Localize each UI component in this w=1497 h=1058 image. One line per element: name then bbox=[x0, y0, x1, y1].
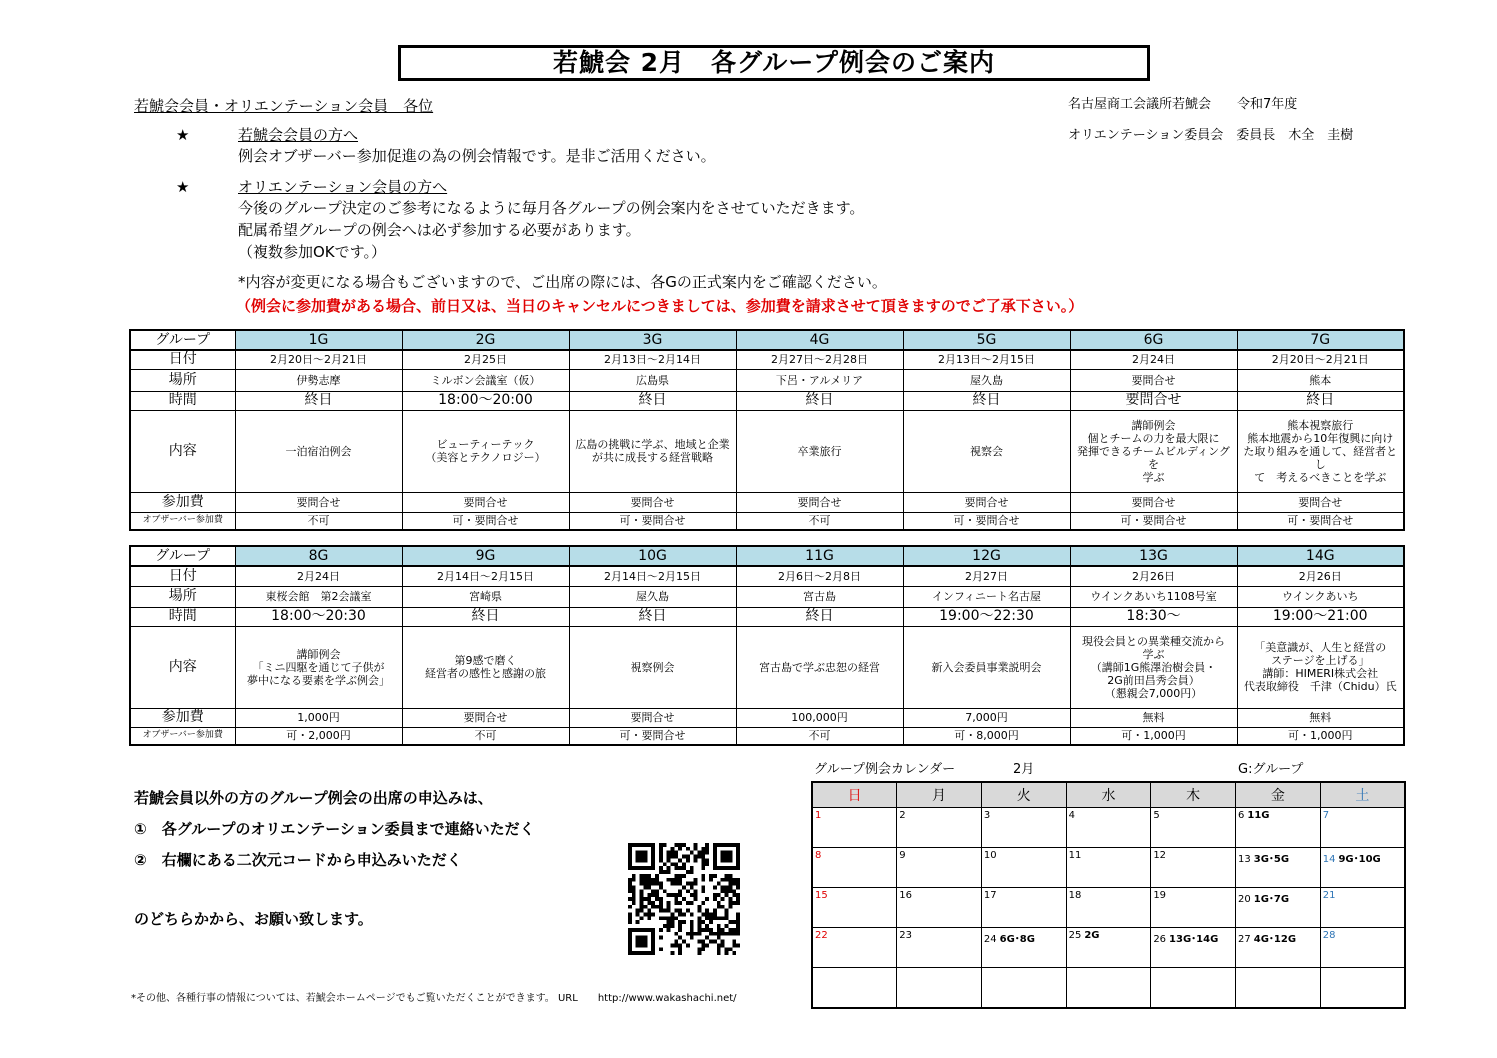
star-icon: ★ bbox=[176, 178, 190, 196]
calendar-day bbox=[897, 968, 982, 1008]
row-label-content: 内容 bbox=[130, 410, 235, 492]
application-line-2: ① 各グループのオリエンテーション委員まで連絡いただく bbox=[134, 820, 535, 838]
cell-date: 2月24日 bbox=[1070, 350, 1237, 369]
calendar-weekday: 水 bbox=[1066, 782, 1151, 808]
calendar-weekday: 日 bbox=[812, 782, 897, 808]
calendar-day-number: 21 bbox=[1322, 890, 1336, 901]
calendar-day bbox=[812, 808, 897, 848]
row-date bbox=[130, 566, 1404, 586]
cell-time: 要問合せ bbox=[1070, 391, 1237, 410]
cell-fee: 要問合せ bbox=[569, 492, 736, 512]
cell-place: ウインクあいち1108号室 bbox=[1070, 586, 1237, 607]
calendar-day-number: 26 bbox=[1153, 934, 1167, 945]
cell-fee: 要問合せ bbox=[402, 492, 569, 512]
calendar-day-number: 27 bbox=[1238, 934, 1251, 945]
star-icon: ★ bbox=[176, 126, 190, 144]
cell-observer: 可・8,000円 bbox=[903, 727, 1070, 745]
cell-group: 9G bbox=[402, 546, 569, 566]
row-label-group: グループ bbox=[130, 330, 235, 350]
cell-content: 現役会員との異業種交流から 学ぶ （講師1G熊澤治樹会員・ 2G前田昌秀会員） （懇親会7,000円） bbox=[1070, 626, 1237, 708]
cell-time: 18:00～20:30 bbox=[235, 607, 402, 626]
cell-group: 1G bbox=[235, 330, 402, 350]
notice-orientation-line-3: （複数参加OKです。） bbox=[238, 243, 386, 261]
calendar-week bbox=[812, 848, 1405, 888]
cell-time: 18:30～ bbox=[1070, 607, 1237, 626]
calendar-day bbox=[1320, 848, 1405, 888]
calendar-day bbox=[1151, 888, 1236, 928]
cell-observer: 可・要問合せ bbox=[569, 727, 736, 745]
calendar-day-number: 19 bbox=[1153, 890, 1167, 901]
cell-place: 要問合せ bbox=[1070, 369, 1237, 391]
row-date bbox=[130, 350, 1404, 369]
calendar-day bbox=[1320, 968, 1405, 1008]
calendar-day bbox=[1236, 928, 1321, 968]
calendar-day bbox=[1066, 968, 1151, 1008]
cell-content: 広島の挑戦に学ぶ、地域と企業 が共に成長する経営戦略 bbox=[569, 410, 736, 492]
cell-fee: 無料 bbox=[1237, 708, 1404, 727]
calendar-day bbox=[1236, 968, 1321, 1008]
cell-date: 2月24日 bbox=[235, 566, 402, 586]
cell-date: 2月20日～2月21日 bbox=[1237, 350, 1404, 369]
calendar-day bbox=[1066, 848, 1151, 888]
row-label-observer_fee: オブザーバー参加費 bbox=[130, 512, 235, 530]
calendar-weekday: 火 bbox=[981, 782, 1066, 808]
schedule-table-2 bbox=[129, 545, 1405, 746]
cell-observer: 不可 bbox=[736, 727, 903, 745]
cell-observer: 可・要問合せ bbox=[1070, 512, 1237, 530]
cell-group: 2G bbox=[402, 330, 569, 350]
row-label-place: 場所 bbox=[130, 369, 235, 391]
cell-content: 講師例会 個とチームの力を最大限に 発揮できるチームビルディングを 学ぶ bbox=[1070, 410, 1237, 492]
cell-content: 熊本視察旅行 熊本地震から10年復興に向け た取り組みを通して、経営者とし て 考えるべきことを学ぶ bbox=[1237, 410, 1404, 492]
cell-observer: 可・要問合せ bbox=[903, 512, 1070, 530]
application-line-4: のどちらかから、お願い致します。 bbox=[134, 910, 373, 928]
calendar-day bbox=[1320, 928, 1405, 968]
calendar-day-number: 16 bbox=[899, 890, 912, 901]
calendar-day bbox=[1151, 968, 1236, 1008]
cell-observer: 可・要問合せ bbox=[1237, 512, 1404, 530]
notice-orientation-line-2: 配属希望グループの例会へは必ず参加する必要があります。 bbox=[238, 221, 641, 239]
calendar-weekday: 土 bbox=[1320, 782, 1405, 808]
cell-date: 2月27日～2月28日 bbox=[736, 350, 903, 369]
row-label-content: 内容 bbox=[130, 626, 235, 708]
cell-group: 12G bbox=[903, 546, 1070, 566]
cell-fee: 無料 bbox=[1070, 708, 1237, 727]
cell-content: 第9感で磨く 経営者の感性と感謝の旅 bbox=[402, 626, 569, 708]
row-observer_fee bbox=[130, 727, 1404, 745]
row-label-date: 日付 bbox=[130, 350, 235, 369]
cell-place: 屋久島 bbox=[569, 586, 736, 607]
calendar-day bbox=[1151, 928, 1236, 968]
cell-observer: 可・2,000円 bbox=[235, 727, 402, 745]
cell-time: 終日 bbox=[569, 607, 736, 626]
calendar-day-number: 10 bbox=[983, 850, 997, 861]
calendar-day-number: 17 bbox=[983, 890, 997, 901]
notice-member-body: 例会オブザーバー参加促進の為の例会情報です。是非ご活用ください。 bbox=[238, 147, 716, 165]
cell-place: 宮古島 bbox=[736, 586, 903, 607]
addressee: 若鯱会会員・オリエンテーション会員 各位 bbox=[134, 97, 434, 115]
calendar-day-number: 3 bbox=[983, 810, 991, 821]
cell-fee: 1,000円 bbox=[235, 708, 402, 727]
cell-date: 2月14日～2月15日 bbox=[569, 566, 736, 586]
cell-group: 7G bbox=[1237, 330, 1404, 350]
calendar-event: 3G･5G bbox=[1253, 854, 1290, 865]
calendar-day-number: 11 bbox=[1068, 850, 1082, 861]
row-group bbox=[130, 546, 1404, 566]
cell-fee: 100,000円 bbox=[736, 708, 903, 727]
cell-content: 視察会 bbox=[903, 410, 1070, 492]
row-place bbox=[130, 369, 1404, 391]
cell-fee: 7,000円 bbox=[903, 708, 1070, 727]
calendar-day bbox=[812, 928, 897, 968]
row-time bbox=[130, 607, 1404, 626]
cell-fee: 要問合せ bbox=[569, 708, 736, 727]
row-group bbox=[130, 330, 1404, 350]
row-label-fee: 参加費 bbox=[130, 492, 235, 512]
calendar-day bbox=[1320, 808, 1405, 848]
cell-observer: 不可 bbox=[402, 727, 569, 745]
cell-group: 14G bbox=[1237, 546, 1404, 566]
cell-time: 終日 bbox=[736, 391, 903, 410]
cell-group: 3G bbox=[569, 330, 736, 350]
cell-place: 下呂・アルメリア bbox=[736, 369, 903, 391]
cell-fee: 要問合せ bbox=[402, 708, 569, 727]
calendar-day bbox=[897, 888, 982, 928]
calendar-day-number: 12 bbox=[1153, 850, 1167, 861]
cell-group: 11G bbox=[736, 546, 903, 566]
cell-time: 終日 bbox=[1237, 391, 1404, 410]
calendar-day-number: 9 bbox=[899, 850, 906, 861]
cell-date: 2月14日～2月15日 bbox=[402, 566, 569, 586]
cell-date: 2月20日～2月21日 bbox=[235, 350, 402, 369]
cell-date: 2月26日 bbox=[1070, 566, 1237, 586]
calendar-day-number: 13 bbox=[1238, 854, 1251, 865]
calendar-day-number: 4 bbox=[1068, 810, 1075, 821]
calendar-event: 4G･12G bbox=[1253, 934, 1297, 945]
calendar-title: グループ例会カレンダー bbox=[814, 762, 956, 777]
cell-date: 2月6日～2月8日 bbox=[736, 566, 903, 586]
cell-content: 講師例会 「ミニ四駆を通じて子供が 夢中になる要素を学ぶ例会」 bbox=[235, 626, 402, 708]
calendar-day bbox=[812, 848, 897, 888]
cell-time: 19:00～21:00 bbox=[1237, 607, 1404, 626]
calendar-day-number: 22 bbox=[815, 930, 828, 941]
calendar-day bbox=[1066, 928, 1151, 968]
calendar-day bbox=[981, 968, 1066, 1008]
cell-fee: 要問合せ bbox=[1237, 492, 1404, 512]
calendar-day-number: 2 bbox=[899, 810, 906, 821]
calendar-day-number: 18 bbox=[1068, 890, 1082, 901]
calendar-week bbox=[812, 968, 1405, 1008]
calendar-day-number: 20 bbox=[1238, 894, 1251, 905]
calendar-month: 2月 bbox=[1013, 762, 1035, 777]
cell-group: 4G bbox=[736, 330, 903, 350]
cell-time: 終日 bbox=[235, 391, 402, 410]
cell-place: 熊本 bbox=[1237, 369, 1404, 391]
org-line-2: オリエンテーション委員会 委員長 木全 圭樹 bbox=[1068, 128, 1354, 143]
cell-place: ウインクあいち bbox=[1237, 586, 1404, 607]
calendar-day bbox=[981, 808, 1066, 848]
cell-date: 2月25日 bbox=[402, 350, 569, 369]
calendar-day-number: 7 bbox=[1322, 810, 1330, 821]
qr-code-icon[interactable] bbox=[628, 843, 740, 955]
calendar-day bbox=[1151, 848, 1236, 888]
calendar-week bbox=[812, 928, 1405, 968]
cell-observer: 可・1,000円 bbox=[1070, 727, 1237, 745]
row-content bbox=[130, 626, 1404, 708]
row-content bbox=[130, 410, 1404, 492]
calendar-day-number: 23 bbox=[899, 930, 912, 941]
calendar-week bbox=[812, 888, 1405, 928]
calendar-day bbox=[1066, 808, 1151, 848]
calendar-event: 9G･10G bbox=[1338, 854, 1381, 865]
cell-time: 終日 bbox=[402, 607, 569, 626]
row-time bbox=[130, 391, 1404, 410]
row-label-date: 日付 bbox=[130, 566, 235, 586]
calendar-day bbox=[812, 888, 897, 928]
cell-observer: 可・要問合せ bbox=[569, 512, 736, 530]
cell-fee: 要問合せ bbox=[1070, 492, 1237, 512]
calendar-event: 6G･8G bbox=[999, 934, 1035, 945]
application-line-1: 若鯱会員以外の方のグループ例会の出席の申込みは、 bbox=[134, 789, 493, 807]
cell-place: 屋久島 bbox=[903, 369, 1070, 391]
application-line-3: ② 右欄にある二次元コードから申込みいただく bbox=[134, 851, 462, 869]
cell-group: 10G bbox=[569, 546, 736, 566]
cell-place: 広島県 bbox=[569, 369, 736, 391]
cell-content: ビューティーテック （美容とテクノロジー） bbox=[402, 410, 569, 492]
cancel-note: （例会に参加費がある場合、前日又は、当日のキャンセルにつきましては、参加費を請求させて頂きますのでご了承下さい。） bbox=[236, 297, 1084, 315]
org-line-1: 名古屋商工会議所若鯱会 令和7年度 bbox=[1068, 97, 1298, 112]
calendar-day bbox=[981, 928, 1066, 968]
calendar-day bbox=[1151, 808, 1236, 848]
cell-time: 終日 bbox=[736, 607, 903, 626]
calendar-weekday: 木 bbox=[1151, 782, 1236, 808]
cell-time: 19:00～22:30 bbox=[903, 607, 1070, 626]
calendar-day-number: 25 bbox=[1068, 930, 1082, 941]
calendar-day bbox=[812, 968, 897, 1008]
cell-time: 終日 bbox=[903, 391, 1070, 410]
cell-place: ミルボン会議室（仮） bbox=[402, 369, 569, 391]
calendar-event: 1G･7G bbox=[1253, 894, 1290, 905]
schedule-table-1 bbox=[129, 329, 1405, 531]
cell-group: 13G bbox=[1070, 546, 1237, 566]
cell-observer: 不可 bbox=[736, 512, 903, 530]
cell-content: 卒業旅行 bbox=[736, 410, 903, 492]
row-label-time: 時間 bbox=[130, 607, 235, 626]
calendar-day bbox=[897, 928, 982, 968]
calendar-day-number: 14 bbox=[1322, 854, 1336, 865]
cell-place: 伊勢志摩 bbox=[235, 369, 402, 391]
calendar-day bbox=[1236, 848, 1321, 888]
cell-time: 18:00～20:00 bbox=[402, 391, 569, 410]
page-title: 若鯱会 2月 各グループ例会のご案内 bbox=[398, 45, 1150, 81]
calendar-day bbox=[981, 888, 1066, 928]
cell-group: 5G bbox=[903, 330, 1070, 350]
calendar-weekday: 金 bbox=[1236, 782, 1321, 808]
calendar-day-number: 24 bbox=[983, 934, 997, 945]
calendar-day bbox=[1236, 888, 1321, 928]
row-label-time: 時間 bbox=[130, 391, 235, 410]
calendar-grid bbox=[811, 781, 1406, 1009]
calendar-day-number: 1 bbox=[815, 810, 822, 821]
cell-fee: 要問合せ bbox=[736, 492, 903, 512]
cell-time: 終日 bbox=[569, 391, 736, 410]
cell-fee: 要問合せ bbox=[903, 492, 1070, 512]
notice-orientation-heading: オリエンテーション会員の方へ bbox=[238, 178, 448, 196]
cell-place: 東桜会館 第2会議室 bbox=[235, 586, 402, 607]
row-label-observer_fee: オブザーバー参加費 bbox=[130, 727, 235, 745]
cell-content: 「美意識が、人生と経営の ステージを上げる」 講師：HIMERI株式会社 代表取締役 千津（Chidu）氏 bbox=[1237, 626, 1404, 708]
calendar-day-number: 6 bbox=[1238, 810, 1245, 821]
calendar-week bbox=[812, 808, 1405, 848]
calendar-event: 11G bbox=[1247, 810, 1270, 821]
calendar-day bbox=[1236, 808, 1321, 848]
cell-date: 2月26日 bbox=[1237, 566, 1404, 586]
calendar-day bbox=[1066, 888, 1151, 928]
cell-content: 宮古島で学ぶ忠恕の経営 bbox=[736, 626, 903, 708]
cell-group: 6G bbox=[1070, 330, 1237, 350]
cell-place: 宮崎県 bbox=[402, 586, 569, 607]
cell-content: 新入会委員事業説明会 bbox=[903, 626, 1070, 708]
cell-place: インフィニート名古屋 bbox=[903, 586, 1070, 607]
cell-content: 一泊宿泊例会 bbox=[235, 410, 402, 492]
calendar-day bbox=[981, 848, 1066, 888]
calendar-day bbox=[897, 808, 982, 848]
calendar-day-number: 15 bbox=[815, 890, 828, 901]
footer-note: *その他、各種行事の情報については、若鯱会ホームページでもご覧いただくことができます。 URL http://www.wakashachi.net/ bbox=[131, 993, 737, 1004]
cell-observer: 可・要問合せ bbox=[402, 512, 569, 530]
notice-orientation-line-1: 今後のグループ決定のご参考になるように毎月各グループの例会案内をさせていただきます。 bbox=[238, 199, 865, 217]
cell-date: 2月27日 bbox=[903, 566, 1070, 586]
calendar-day-number: 8 bbox=[815, 850, 822, 861]
row-label-fee: 参加費 bbox=[130, 708, 235, 727]
cell-content: 視察例会 bbox=[569, 626, 736, 708]
row-observer_fee bbox=[130, 512, 1404, 530]
calendar-weekday: 月 bbox=[897, 782, 982, 808]
calendar-event: 2G bbox=[1084, 930, 1100, 941]
cell-group: 8G bbox=[235, 546, 402, 566]
calendar-event: 13G･14G bbox=[1169, 934, 1219, 945]
calendar-weekday-row bbox=[812, 782, 1405, 808]
calendar-day-number: 5 bbox=[1153, 810, 1160, 821]
row-fee bbox=[130, 708, 1404, 727]
row-place bbox=[130, 586, 1404, 607]
calendar-legend: G:グループ bbox=[1238, 762, 1304, 777]
cell-observer: 可・1,000円 bbox=[1237, 727, 1404, 745]
calendar-day bbox=[1320, 888, 1405, 928]
notice-member-heading: 若鯱会会員の方へ bbox=[238, 126, 359, 144]
row-label-place: 場所 bbox=[130, 586, 235, 607]
row-label-group: グループ bbox=[130, 546, 235, 566]
calendar-day bbox=[897, 848, 982, 888]
row-fee bbox=[130, 492, 1404, 512]
cell-date: 2月13日～2月14日 bbox=[569, 350, 736, 369]
change-note: *内容が変更になる場合もございますので、ご出席の際には、各Gの正式案内をご確認ください。 bbox=[238, 273, 887, 291]
cell-observer: 不可 bbox=[235, 512, 402, 530]
cell-fee: 要問合せ bbox=[235, 492, 402, 512]
cell-date: 2月13日～2月15日 bbox=[903, 350, 1070, 369]
calendar-day-number: 28 bbox=[1322, 930, 1336, 941]
